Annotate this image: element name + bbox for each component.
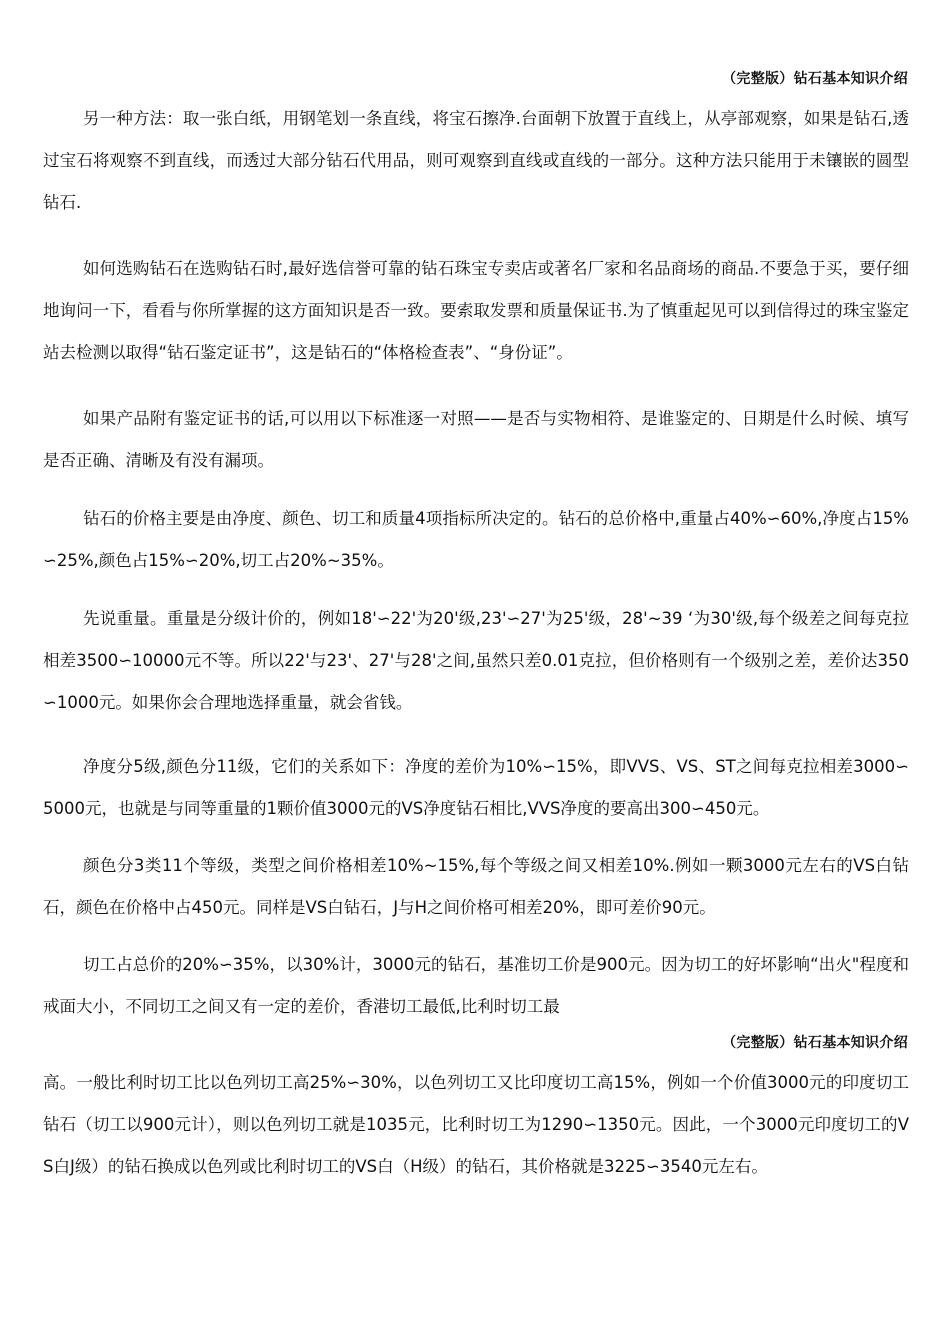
running-header: （完整版）钻石基本知识介绍 (722, 1035, 908, 1051)
paragraph-cut: 切工占总价的20%∽35%，以30%计，3000元的钻石，基准切工价是900元。因为切工的好坏影响“出火"程度和戒面大小，不同切工之间又有一定的差价，香港切工最低,比利时切工最 (43, 955, 909, 1016)
paragraph-clarity: 净度分5级,颜色分11级，它们的关系如下：净度的差价为10%∽15%，即VVS、VS、ST之间每克拉相差3000∽5000元，也就是与同等重量的1颗价值3000元的VS净度钻石相比,VVS净度的要高出300∽450元。 (43, 757, 909, 818)
running-header: （完整版）钻石基本知识介绍 (722, 71, 908, 87)
paragraph-price-factors: 钻石的价格主要是由净度、颜色、切工和质量4项指标所决定的。钻石的总价格中,重量占40%∽60%,净度占15%∽25%,颜色占15%∽20%,切工占20%~35%。 (43, 509, 909, 570)
paragraph-weight: 先说重量。重量是分级计价的，例如18'∽22'为20'级,23'∽27'为25'级，28'~39 ‘为30'级,每个级差之间每克拉相差3500∽10000元不等。所以22'与23'、27'与28'之间,虽然只差0.01克拉，但价格则有一个级别之差，差价达350∽1000元。如果你会合理地选择重量，就会省钱。 (43, 609, 909, 712)
paragraph-color: 颜色分3类11个等级，类型之间价格相差10%~15%,每个等级之间又相差10%.例如一颗3000元左右的VS白钻石，颜色在价格中占450元。同样是VS白钻石，J与H之间价格可相差20%，即可差价90元。 (43, 856, 909, 917)
paragraph-cut-continued: 高。一般比利时切工比以色列切工高25%∽30%，以色列切工又比印度切工高15%，例如一个价值3000元的印度切工钻石（切工以900元计），则以色列切工就是1035元，比利时切工为1290∽1350元。因此，一个3000元印度切工的VS白J级）的钻石换成以色列或比利时切工的VS白（H级）的钻石，其价格就是3225∽3540元左右。 (43, 1073, 909, 1176)
paragraph-how-to-buy: 如何选购钻石在选购钻石时,最好选信誉可靠的钻石珠宝专卖店或著名厂家和名品商场的商品.不要急于买，要仔细地询问一下，看看与你所掌握的这方面知识是否一致。要索取发票和质量保证书.为了慎重起见可以到信得过的珠宝鉴定站去检测以取得“钻石鉴定证书”，这是钻石的“体格检查表”、“身份证”。 (43, 259, 909, 362)
paragraph-certificate-check: 如果产品附有鉴定证书的话,可以用以下标准逐一对照——是否与实物相符、是谁鉴定的、日期是什么时候、填写是否正确、清晰及有没有漏项。 (43, 409, 909, 470)
paragraph-alternative-method: 另一种方法：取一张白纸，用钢笔划一条直线，将宝石擦净.台面朝下放置于直线上，从亭部观察，如果是钻石,透过宝石将观察不到直线，而透过大部分钻石代用品，则可观察到直线或直线的一部分。这种方法只能用于未镶嵌的圆型钻石. (43, 109, 909, 212)
